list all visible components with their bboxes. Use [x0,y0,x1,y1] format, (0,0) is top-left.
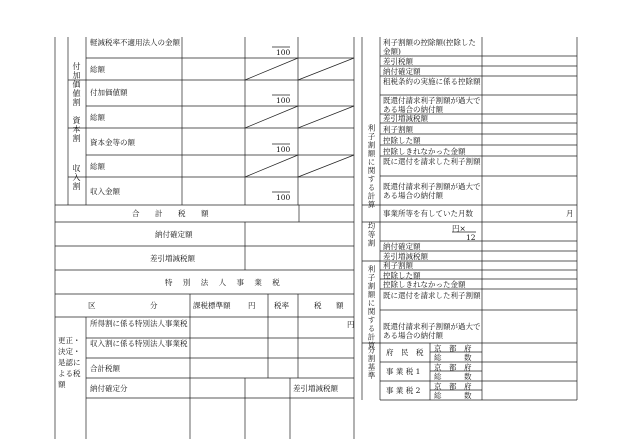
rate-denominator: 100 [276,145,291,154]
rishi-row-label: 既還付請求利子割額が過大である場合の納付額 [383,182,481,200]
sub-row-label: 所得割に係る特別法人事業税 [90,319,188,328]
rate-denominator: 100 [276,96,291,105]
rishi-row-label: 控除した額 [383,136,421,145]
right-row-label: 差引税額 [383,57,413,66]
right-row-label: 既還付請求利子割額が過大である場合の納付額 [383,96,481,114]
row-label: 総額 [90,162,105,171]
special-tax-title: 特 別 法 人 事 業 税 [165,278,284,287]
rishi-row-label: 既に還付を請求した利子割額 [383,157,481,166]
section-label-rishi2: 利子割額に関する計算 [367,265,376,350]
payment-confirmed-label: 納付確定額 [155,230,193,239]
header-gaku: 額 [336,301,344,310]
bunkatsu-name: 事 業 税 2 [386,386,421,395]
rishi2-row-label: 控除しきれなかった金額 [383,280,466,289]
difference-label: 差引増減税額 [150,254,195,263]
section-label-kintou: 均等割 [367,222,376,248]
rishi2-row-label: 既還付請求利子割額が過大である場合の納付額 [383,322,481,340]
bunkatsu-b: 総 数 [434,391,472,400]
header-kazei: 課税標準額 [193,301,231,310]
header-zeiritsu: 税率 [274,301,289,310]
row-label: 総額 [90,113,105,122]
header-yen: 円 [248,301,256,310]
row-label: 収入金額 [90,187,120,196]
bunkatsu-name: 事 業 税 1 [386,367,421,376]
sub-row-label: 差引増減税額 [293,384,338,393]
bunkatsu-name: 府 民 税 [386,348,424,357]
header-zei: 税 [314,301,322,310]
kintou-row-label: 納付確定額 [383,242,421,251]
rishi-row-label: 控除しきれなかった金額 [383,147,466,156]
rishi2-row-label: 利子割額 [383,261,413,270]
yen-mark: 円 [347,320,355,329]
row-label: 付加価値額 [90,88,128,97]
row-label: 資本金等の額 [90,138,135,147]
group-label-shihon: 資本割 [72,116,81,143]
fraction-denominator: 12 [466,233,476,242]
rishi2-row-label: 既に還付を請求した利子割額 [383,291,481,300]
months-unit: 月 [566,209,574,218]
bunkatsu-b: 総 数 [434,372,472,381]
rishi2-row-label: 控除した額 [383,271,421,280]
right-row-label: 利子割額の控除額(控除した金額) [383,38,476,56]
bunkatsu-b: 総 数 [434,353,472,362]
total-tax-label: 合 計 税 額 [132,209,213,218]
sub-row-label: 合計税額 [90,364,120,373]
kousei-label: 更正・決定・是認による税額 [58,336,81,389]
sub-row-label: 収入割に係る特別法人事業税 [90,339,188,348]
right-row-label: 納付確定額 [383,67,421,76]
group-label-fukakachi: 付加価値割 [72,62,81,107]
jimusho-months-label: 事業所等を有していた月数 [383,209,473,218]
rate-denominator: 100 [276,48,291,57]
section-label-rishi: 利子割額に関する計算 [367,124,376,209]
row-label: 軽減税率不適用法人の金額 [90,38,180,47]
yen-times: 円× [452,224,466,233]
rishi-row-label: 利子割額 [383,125,413,134]
kintou-row-label: 差引増減税額 [383,252,428,261]
right-row-label: 租税条約の実施に係る控除額 [383,77,481,86]
bunkatsu-a: 京 都 府 [434,363,472,372]
right-row-label: 差引増減税額 [383,114,428,123]
group-label-shunyu: 収入割 [72,164,81,191]
header-ku: 区 [88,301,96,310]
bunkatsu-a: 京 都 府 [434,382,472,391]
row-label: 総額 [90,65,105,74]
bunkatsu-a: 京 都 府 [434,344,472,353]
header-bun: 分 [150,301,158,310]
sub-row-label: 納付確定分 [90,384,128,393]
rate-denominator: 100 [276,193,291,202]
section-label-bunkatsu: 分割基準 [367,346,376,380]
